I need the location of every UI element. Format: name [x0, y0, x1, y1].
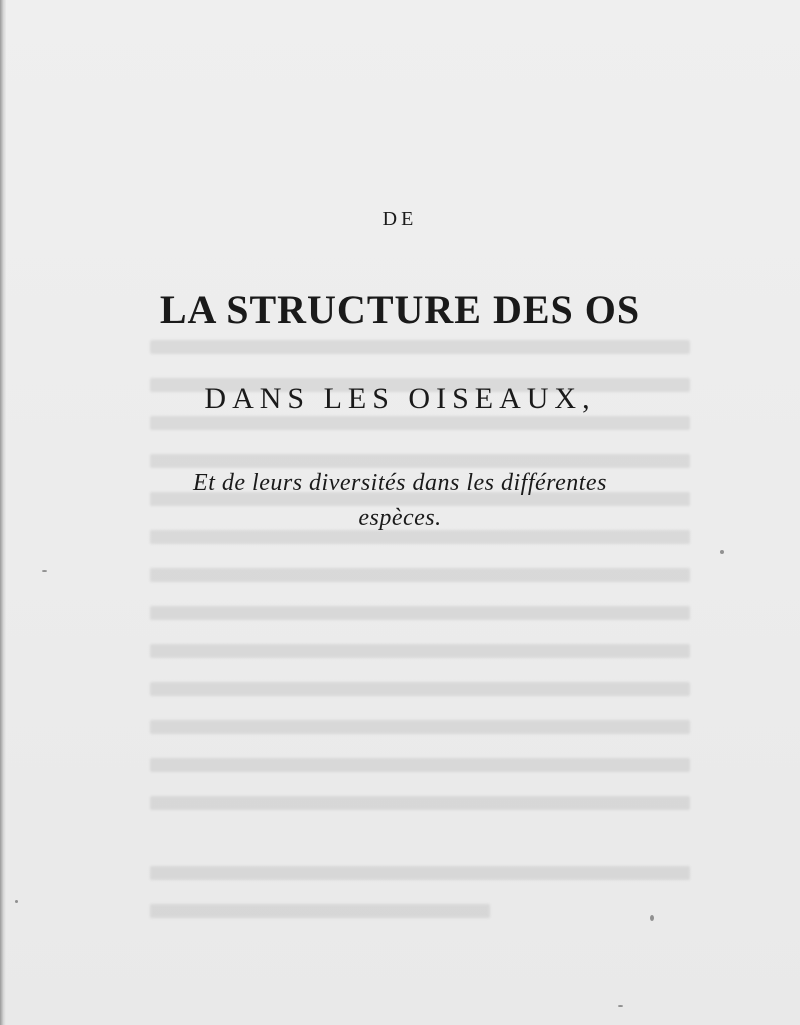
paper-speck — [42, 570, 47, 572]
paper-speck — [720, 550, 724, 554]
subtitle-line-2: espèces. — [358, 505, 442, 531]
paper-speck — [650, 915, 654, 921]
heading-sub-title: DANS LES OISEAUX, — [204, 382, 596, 415]
paper-speck — [618, 1005, 623, 1007]
subtitle-line-1: Et de leurs diversités dans les différentes — [193, 470, 607, 496]
paper-speck — [15, 900, 18, 903]
heading-de: DE — [382, 208, 418, 230]
heading-main-title: LA STRUCTURE DES OS — [159, 287, 641, 332]
